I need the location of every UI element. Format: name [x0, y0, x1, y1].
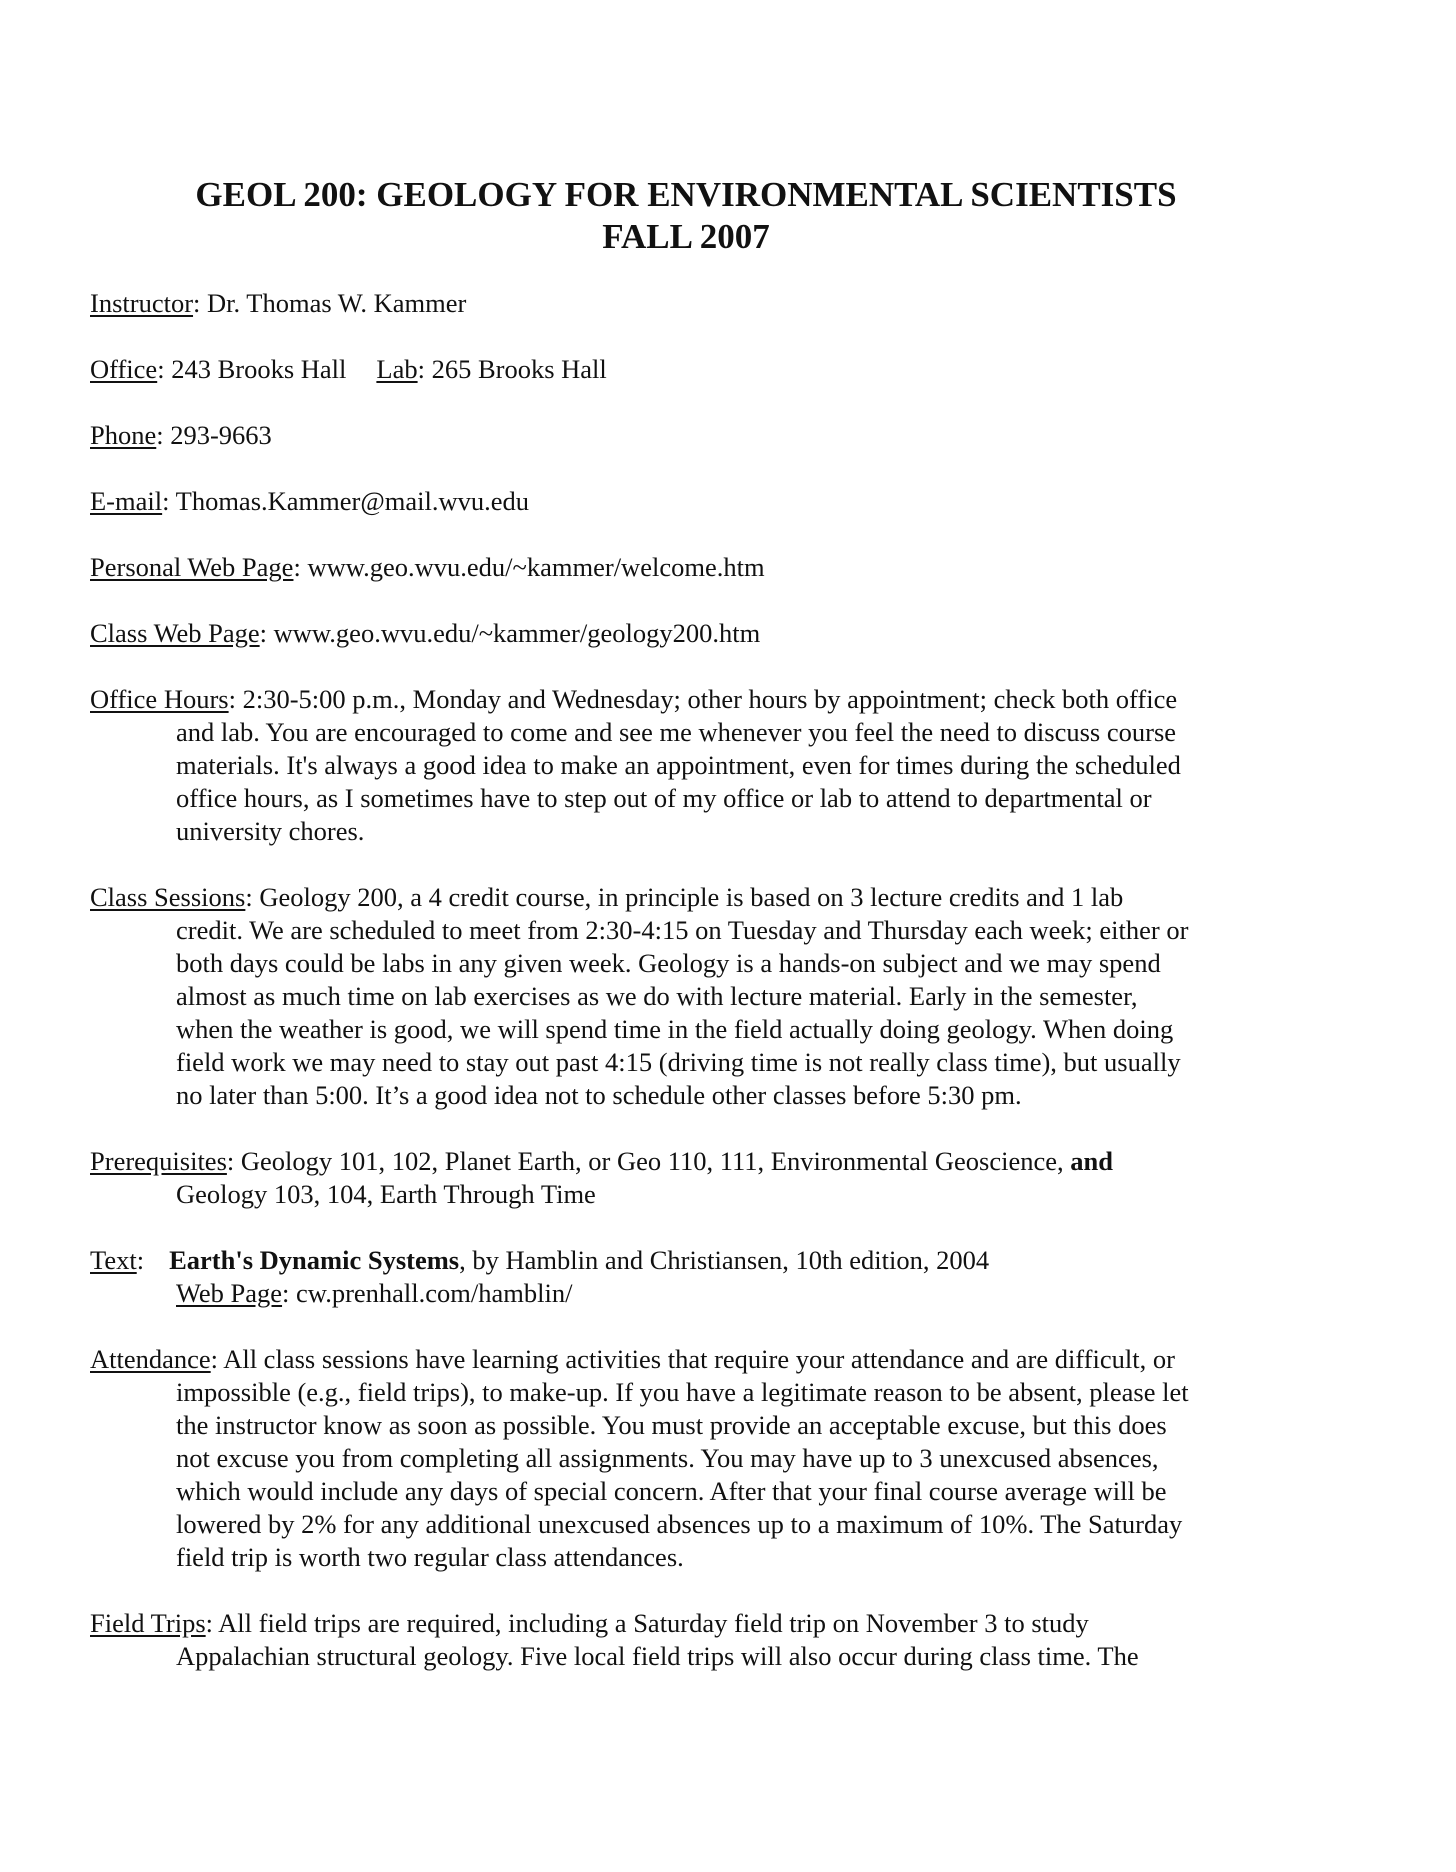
attendance-line: not excuse you from completing all assignments. You may have up to 3 unexcused absences,	[176, 1443, 1159, 1473]
class-web-page-field	[90, 617, 1290, 650]
class-sessions-line: both days could be labs in any given week. Geology is a hands-on subject and we may spend	[176, 948, 1161, 978]
class-sessions-label: Class Sessions	[90, 882, 246, 912]
attendance-line: the instructor know as soon as possible. You must provide an acceptable excuse, but this does	[176, 1410, 1167, 1440]
attendance-line: lowered by 2% for any additional unexcused absences up to a maximum of 10%. The Saturday	[176, 1509, 1183, 1539]
attendance-line: : All class sessions have learning activities that require your attendance and are difficult, or	[210, 1344, 1175, 1374]
office-hours-line: office hours, as I sometimes have to step out of my office or lab to attend to departmental or	[176, 783, 1152, 813]
personal-web-page-value: : www.geo.wvu.edu/~kammer/welcome.htm	[293, 552, 765, 582]
attendance-line: which would include any days of special concern. After that your final course average will be	[176, 1476, 1167, 1506]
attendance-line: field trip is worth two regular class attendances.	[176, 1542, 684, 1572]
text-colon: :	[136, 1245, 145, 1275]
field-trips-line: Appalachian structural geology. Five local field trips will also occur during class time. The	[176, 1641, 1139, 1671]
office-hours-line: : 2:30-5:00 p.m., Monday and Wednesday; other hours by appointment; check both office	[228, 684, 1178, 714]
class-web-page-value: : www.geo.wvu.edu/~kammer/geology200.htm	[259, 618, 761, 648]
book-title: Earth's Dynamic Systems	[169, 1245, 460, 1275]
text-web-page-value: : cw.prenhall.com/hamblin/	[282, 1278, 573, 1308]
class-sessions-line: : Geology 200, a 4 credit course, in principle is based on 3 lecture credits and 1 lab	[245, 882, 1124, 912]
office-value: : 243 Brooks Hall	[157, 354, 347, 384]
prerequisites-label: Prerequisites	[90, 1146, 227, 1176]
email-field	[90, 485, 1290, 518]
field-trips-line: : All field trips are required, including a Saturday field trip on November 3 to study	[205, 1608, 1089, 1638]
phone-label: Phone	[90, 420, 157, 450]
personal-web-page-field	[90, 551, 1290, 584]
instructor-value: : Dr. Thomas W. Kammer	[193, 288, 467, 318]
book-details: , by Hamblin and Christiansen, 10th edition, 2004	[459, 1245, 990, 1275]
office-hours-line: and lab. You are encouraged to come and see me whenever you feel the need to discuss course	[176, 717, 1177, 747]
office-hours-line: university chores.	[176, 816, 365, 846]
text-label: Text	[90, 1245, 137, 1275]
field-trips-label: Field Trips	[90, 1608, 206, 1638]
office-hours-section	[90, 683, 1290, 848]
class-sessions-line: no later than 5:00. It’s a good idea not to schedule other classes before 5:30 pm.	[176, 1080, 1022, 1110]
class-web-page-label: Class Web Page	[90, 618, 260, 648]
email-value: : Thomas.Kammer@mail.wvu.edu	[162, 486, 529, 516]
class-sessions-line: almost as much time on lab exercises as we do with lecture material. Early in the semester,	[176, 981, 1138, 1011]
text-web-page-label: Web Page	[176, 1278, 283, 1308]
prerequisites-and: and	[1070, 1146, 1114, 1176]
attendance-label: Attendance	[90, 1344, 211, 1374]
course-term: FALL 2007	[602, 217, 770, 256]
text-section	[90, 1244, 1290, 1310]
lab-value: : 265 Brooks Hall	[417, 354, 607, 384]
prerequisites-section	[90, 1145, 1290, 1211]
instructor-field	[90, 287, 1290, 320]
prerequisites-line: : Geology 101, 102, Planet Earth, or Geo 110, 111, Environmental Geoscience,	[226, 1146, 1071, 1176]
prerequisites-line: Geology 103, 104, Earth Through Time	[176, 1179, 596, 1209]
phone-field	[90, 419, 1290, 452]
personal-web-page-label: Personal Web Page	[90, 552, 294, 582]
lab-label: Lab	[376, 354, 418, 384]
office-label: Office	[90, 354, 158, 384]
office-field	[90, 353, 1290, 386]
field-trips-section	[90, 1607, 1290, 1673]
office-hours-label: Office Hours	[90, 684, 229, 714]
instructor-label: Instructor	[90, 288, 194, 318]
attendance-section	[90, 1343, 1290, 1574]
class-sessions-line: field work we may need to stay out past 4:15 (driving time is not really class time), but usually	[176, 1047, 1181, 1077]
course-title: GEOL 200: GEOLOGY FOR ENVIRONMENTAL SCIENTISTS	[195, 175, 1177, 214]
email-label: E-mail	[90, 486, 163, 516]
class-sessions-section	[90, 881, 1290, 1112]
class-sessions-line: credit. We are scheduled to meet from 2:30-4:15 on Tuesday and Thursday each week; either or	[176, 915, 1189, 945]
attendance-line: impossible (e.g., field trips), to make-up. If you have a legitimate reason to be absent, please let	[176, 1377, 1189, 1407]
phone-value: : 293-9663	[156, 420, 272, 450]
class-sessions-line: when the weather is good, we will spend time in the field actually doing geology. When doing	[176, 1014, 1174, 1044]
office-hours-line: materials. It's always a good idea to make an appointment, even for times during the scheduled	[176, 750, 1181, 780]
